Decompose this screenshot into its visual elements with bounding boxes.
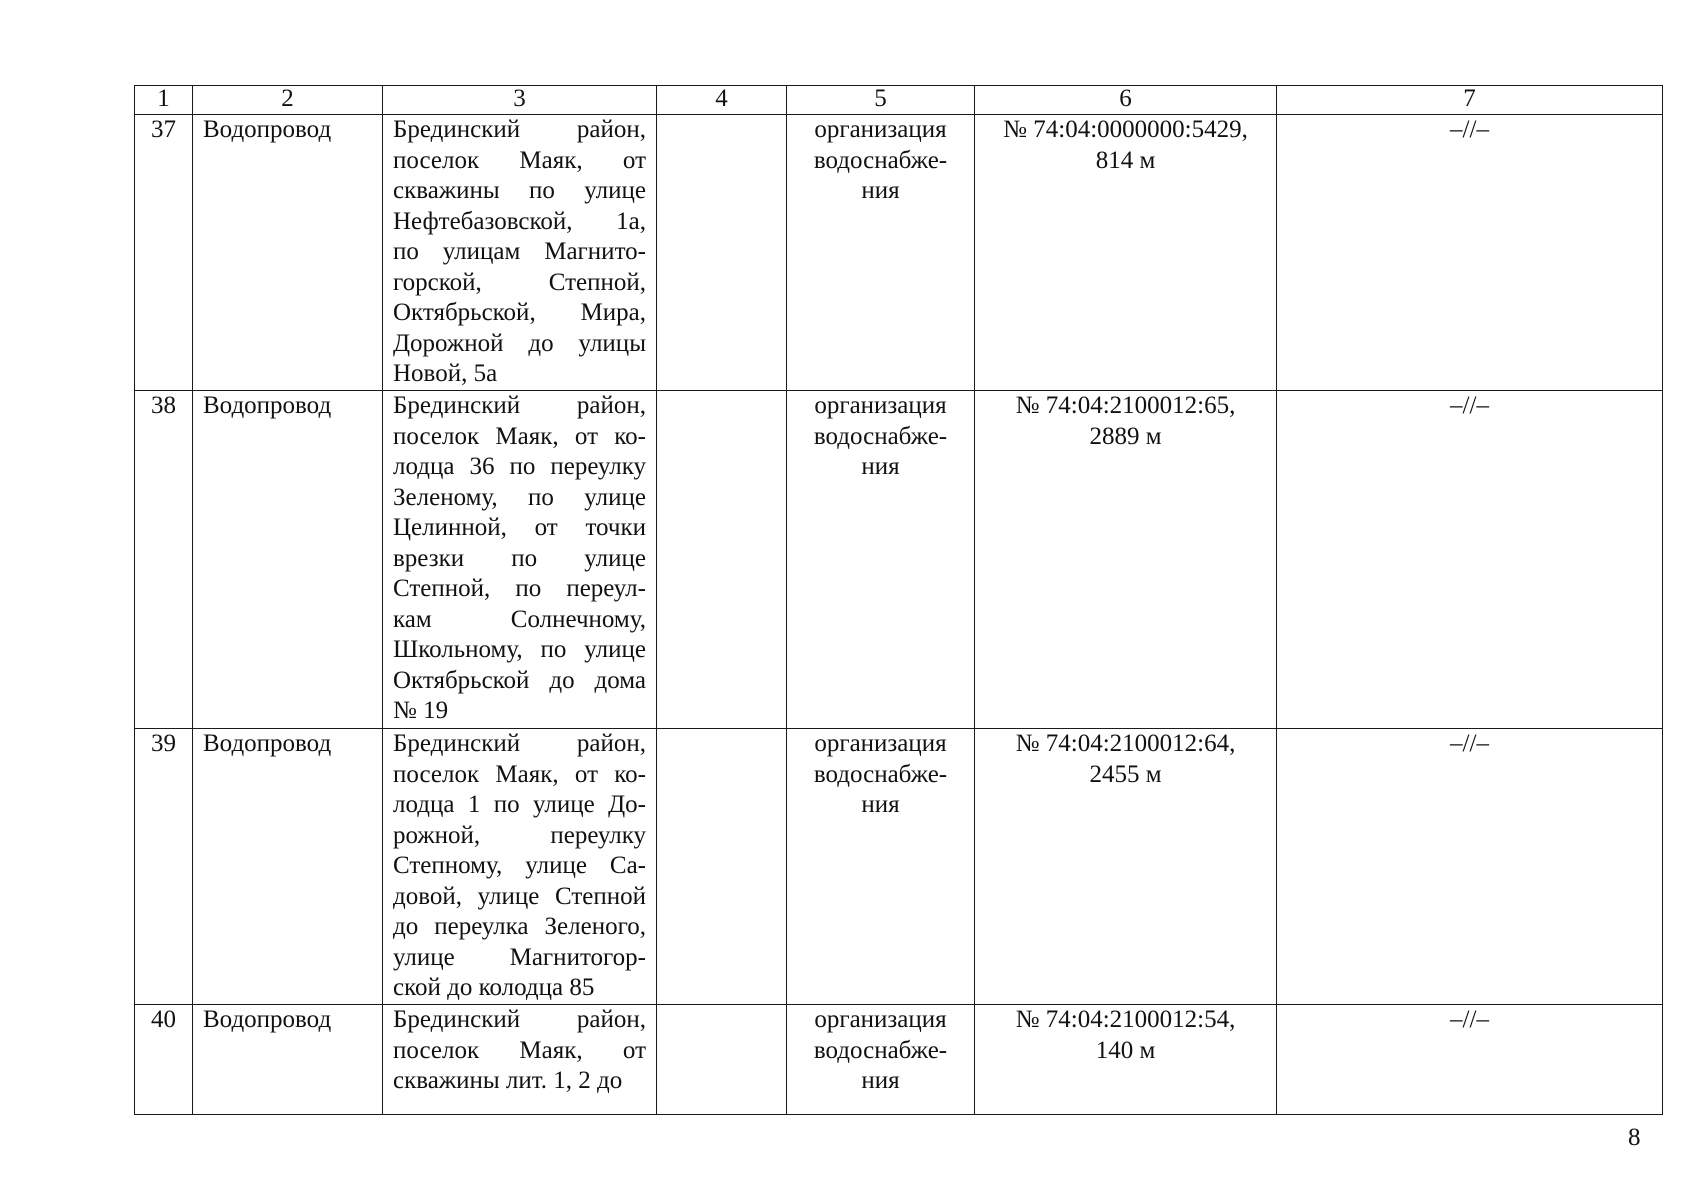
row-number: 39 (135, 729, 193, 1005)
ditto-mark: –//– (1277, 729, 1663, 1005)
row-number: 40 (135, 1005, 193, 1115)
address-line: Зеленому, по улице (393, 483, 646, 511)
address-line: Октябрьской до дома (393, 666, 646, 694)
address-line: Школьному, по улице (393, 636, 646, 663)
address-line: довой, улице Степной (393, 882, 646, 910)
object-address (383, 1005, 657, 1115)
row-number: 38 (135, 391, 193, 729)
address-line: поселок Маяк, от ко- (393, 760, 646, 788)
header-col-2: 2 (193, 86, 383, 115)
cadastral-line: 2455 м (1089, 760, 1162, 788)
col4-cell (657, 729, 787, 1005)
address-line: Брединский район, (393, 392, 646, 419)
organization-line: водоснабже- (813, 422, 948, 450)
header-col-5: 5 (787, 86, 975, 115)
organization (787, 115, 975, 391)
cadastral-line: № 74:04:0000000:5429, (1003, 116, 1248, 143)
col4-cell (657, 391, 787, 729)
organization (787, 729, 975, 1005)
address-line: № 19 (393, 697, 449, 724)
address-line: поселок Маяк, от (393, 1036, 646, 1064)
ditto-mark: –//– (1277, 1005, 1663, 1115)
table-row (135, 115, 1663, 391)
object-address (383, 115, 657, 391)
object-name: Водопровод (193, 115, 383, 391)
header-col-3: 3 (383, 86, 657, 115)
address-line: Новой, 5а (393, 360, 498, 387)
organization-line: организация (814, 730, 947, 757)
cadastral-line: 814 м (1095, 146, 1156, 174)
col4-cell (657, 1005, 787, 1115)
organization-line: ния (861, 1067, 900, 1094)
object-name: Водопровод (193, 729, 383, 1005)
page-number: 8 (1628, 1124, 1641, 1151)
table-row (135, 1005, 1663, 1115)
cadastral-number (975, 115, 1277, 391)
header-col-1: 1 (135, 86, 193, 115)
address-line: лодца 36 по переулку (393, 453, 646, 480)
address-line: Степному, улице Са- (393, 852, 646, 879)
header-col-6: 6 (975, 86, 1277, 115)
address-line: Брединский район, (393, 730, 646, 757)
organization-line: водоснабже- (813, 760, 948, 788)
organization-line: ния (861, 791, 900, 818)
cadastral-line: 2889 м (1089, 422, 1162, 450)
object-name: Водопровод (193, 1005, 383, 1115)
ditto-mark: –//– (1277, 115, 1663, 391)
address-line: скважины лит. 1, 2 до (393, 1067, 623, 1094)
address-line: поселок Маяк, от ко- (393, 422, 646, 450)
address-line: Брединский район, (393, 1006, 646, 1033)
table-row (135, 729, 1663, 1005)
object-name: Водопровод (193, 391, 383, 729)
cadastral-line: № 74:04:2100012:64, (1015, 730, 1236, 757)
objects-table (134, 85, 1663, 1115)
address-line: Дорожной до улицы (393, 329, 646, 357)
cadastral-number (975, 391, 1277, 729)
object-address (383, 729, 657, 1005)
address-line: до переулка Зеленого, (393, 913, 646, 940)
header-col-7: 7 (1277, 86, 1663, 115)
organization-line: организация (814, 392, 947, 419)
organization-line: водоснабже- (813, 1036, 948, 1064)
organization-line: организация (814, 116, 947, 143)
address-line: горской, Степной, (393, 268, 646, 296)
address-line: лодца 1 по улице До- (393, 791, 646, 818)
organization (787, 1005, 975, 1115)
address-line: поселок Маяк, от (393, 146, 646, 174)
organization-line: ния (861, 177, 900, 204)
object-address (383, 391, 657, 729)
header-col-4: 4 (657, 86, 787, 115)
cadastral-line: № 74:04:2100012:54, (1015, 1006, 1236, 1033)
organization-line: ния (861, 453, 900, 480)
address-line: улице Магнитогор- (393, 943, 646, 971)
organization-line: водоснабже- (813, 146, 948, 174)
address-line: врезки по улице (393, 544, 646, 572)
col4-cell (657, 115, 787, 391)
ditto-mark: –//– (1277, 391, 1663, 729)
organization (787, 391, 975, 729)
table-row (135, 391, 1663, 729)
address-line: Октябрьской, Мира, (393, 299, 646, 326)
row-number: 37 (135, 115, 193, 391)
organization-line: организация (814, 1006, 947, 1033)
cadastral-line: № 74:04:2100012:65, (1015, 392, 1236, 419)
cadastral-number (975, 729, 1277, 1005)
address-line: по улицам Магнито- (393, 238, 646, 265)
cadastral-line: 140 м (1095, 1036, 1156, 1064)
address-line: Целинной, от точки (393, 514, 646, 541)
address-line: рожной, переулку (393, 821, 646, 849)
cadastral-number (975, 1005, 1277, 1115)
header-row (135, 86, 1663, 115)
address-line: ской до колодца 85 (393, 974, 595, 1001)
address-line: Брединский район, (393, 116, 646, 143)
address-line: скважины по улице (393, 177, 646, 204)
address-line: Степной, по переул- (393, 575, 646, 602)
address-line: Нефтебазовской, 1а, (393, 207, 646, 235)
address-line: кам Солнечному, (393, 605, 646, 633)
